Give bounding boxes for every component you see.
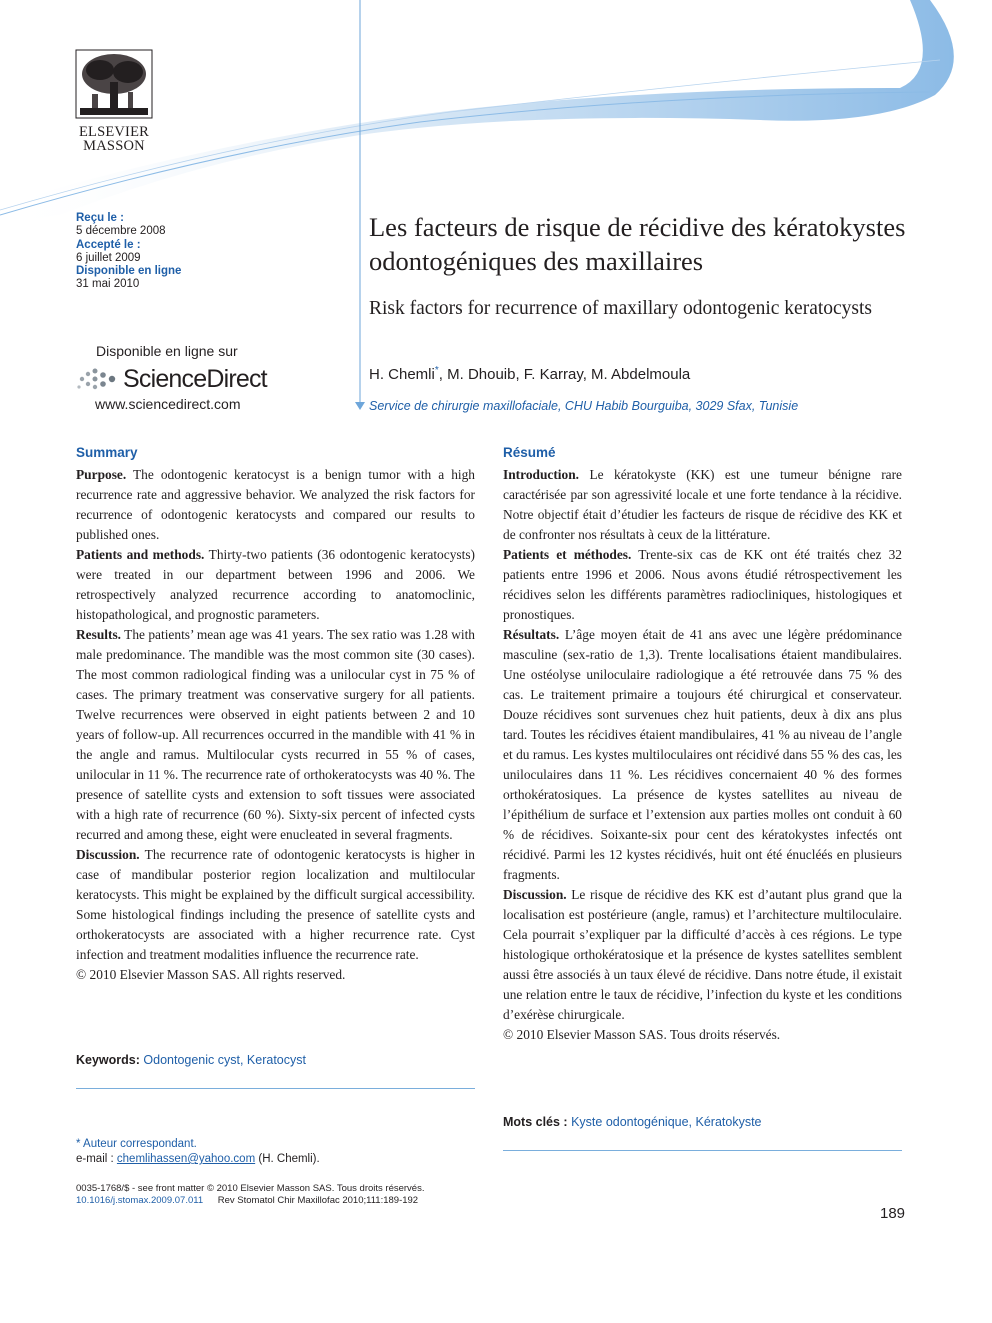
available-online-text: Disponible en ligne sur [96,343,238,359]
summary-paragraph [76,625,475,845]
summary-copyright: © 2010 Elsevier Masson SAS. All rights reserved. [76,967,346,982]
received-label: Reçu le : [76,212,124,224]
summary-heading: Summary [76,445,138,460]
affiliation: Service de chirurgie maxillofaciale, CHU Habib Bourguiba, 3029 Sfax, Tunisie [369,399,799,413]
article-subtitle: Risk factors for recurrence of maxillary odontogenic keratocysts [369,298,873,319]
sciencedirect-block [76,343,276,412]
paragraph-text: The recurrence rate of odontogenic keratocysts is higher in case of mandibular posterior region localization and multilocular keratocysts. This might be explained by the difficult surgical accessibility. Some histological findings including the presence of satellite cysts and orthokeratocysts are associated with a higher recurrence rate. Cyst infection and treatment modalities influence the recurrence rate. [76,847,476,962]
paragraph-text: The odontogenic keratocyst is a benign tumor with a high recurrence rate and aggressive behavior. We analyzed the risk factors for recurrence of odontogenic keratocysts and compared our results to published ones. [76,467,476,542]
elsevier-tree-icon [66,48,162,120]
online-label: Disponible en ligne [76,265,182,278]
paragraph-label: Introduction. [503,467,580,482]
author-corresponding: H. Chemli [369,366,435,383]
resume-heading: Résumé [503,445,556,460]
paragraph-label: Results. [76,627,122,642]
online-date: 31 mai 2010 [76,278,140,291]
publisher-logo [66,48,162,153]
author-list: H. Chemli*, M. Dhouib, F. Karray, M. Abdelmoula [369,365,691,383]
resume-paragraph [503,885,902,1025]
keywords-divider [503,1150,902,1151]
paragraph-label: Résultats. [503,627,560,642]
issn-line: 0035-1768/$ - see front matter © 2010 Elsevier Masson SAS. Tous droits réservés. [76,1183,425,1194]
sciencedirect-url[interactable]: www.sciencedirect.com [95,396,241,412]
rule-arrow [355,402,365,410]
corresponding-author-label: * Auteur correspondant. [76,1138,197,1150]
corresponding-mark[interactable]: * [434,365,439,376]
article-title: Les facteurs de risque de récidive des kératokystes odontogéniques des maxillaires [369,212,906,276]
summary-column [76,443,475,985]
summary-paragraph [76,465,475,545]
resume-paragraph [503,545,902,625]
email-link[interactable]: chemlihassen@yahoo.com [116,1153,256,1165]
paragraph-label: Patients and methods. [76,547,205,562]
paragraph-text: Trente-six cas de KK ont été traités chez 32 patients entre 1996 et 2006. Nous avons étudié rétrospectivement les récidives selon les différents paramètres radiocliniques, histologiques et pronostiques. [503,547,902,622]
paragraph-text: Le kératokyste (KK) est une tumeur bénigne rare caractérisée par son agressivité locale et une forte tendance à la récidive. Notre objectif était d’étudier les facteurs de risque de récidive des KK et de confronter nos résultats à ceux de la littérature. [503,467,902,542]
accepted-label: Accepté le : [76,238,141,251]
keywords-values[interactable]: Kyste odontogénique, Kératokyste [571,1115,762,1129]
publisher-name-2: MASSON [83,138,145,154]
page-footer [76,1183,424,1206]
summary-paragraph [76,845,475,965]
sciencedirect-dots-icon [76,367,120,393]
paragraph-label: Patients et méthodes. [503,547,632,562]
paragraph-label: Discussion. [76,847,140,862]
page-number: 189 [880,1205,906,1222]
doi-link[interactable]: 10.1016/j.stomax.2009.07.011 [76,1194,204,1206]
resume-column [503,443,902,1045]
article-dates [76,212,181,292]
journal-citation: Rev Stomatol Chir Maxillofac 2010;111:189-192 [217,1194,419,1206]
resume-paragraph [503,465,902,545]
author-others: M. Dhouib, F. Karray, M. Abdelmoula [447,366,691,383]
email-label: e-mail : [76,1153,114,1165]
paragraph-text: The patients’ mean age was 41 years. The sex ratio was 1.28 with male predominance. The mandible was the most common site (30 cases). The most common radiological finding was a unilocular cyst in 75 % of cases. The primary treatment was conservative surgery for all patients. Twelve recurrences were observed in eight patients between 2 and 10 years of follow-up. All recurrences occurred in the mandible with 41 % in the angle and ramus. Multilocular cysts recurred in 55 % of cases, unilocular in 11 %. The recurrence rate of orthokeratocysts was 40 %. The presence of satellite cysts and extension to soft tissues were associated with a high rate of recurrence (60 %). Sixty-six percent of infected cysts recurred and among these, eight were enucleated in several fragments. [76,627,476,842]
resume-paragraph [503,625,902,885]
correspondence-note [76,1137,320,1167]
keywords-label: Keywords: [76,1053,140,1067]
summary-paragraph [76,545,475,625]
keywords-fr [503,1115,762,1129]
accepted-date: 6 juillet 2009 [76,251,141,264]
email-line [76,1152,320,1167]
doi-citation-line [76,1195,424,1207]
keywords-label: Mots clés : [503,1115,568,1129]
paragraph-text: L’âge moyen était de 41 ans avec une légère prédominance masculine (sex-ratio de 1,3). Trente localisations étaient mandibulaires. Une ostéolyse uniloculaire radiologique a été retrouvée dans 75 % des cas. Le traitement primaire a toujours été chirurgical et conservateur. Douze récidives sont survenues chez huit patients, deux à dix ans plus tard. Toutes les récidives étaient mandibulaires, 41 % au niveau de l’angle et du ramus. Les kystes multiloculaires ont récidivé dans 55 % des cas, les uniloculaires dans 11 %. Les récidives concernaient 40 % des formes orthokératosiques. La présence de kystes satellites au niveau de l’épithélium de surface et l’extension aux parties molles ont conduit à 60 % de récidives. Soixante-six pour cent des kératokystes infectés ont récidivé. Parmi les 12 kystes récidivés, huit ont été énucléés en plusieurs fragments. [503,627,902,882]
paragraph-label: Purpose. [76,467,127,482]
email-owner: (H. Chemli). [258,1153,320,1165]
sciencedirect-brand: ScienceDirect [123,365,267,393]
article-type-label: Article original [786,47,902,65]
received-date: 5 décembre 2008 [76,225,166,238]
resume-copyright: © 2010 Elsevier Masson SAS. Tous droits réservés. [503,1027,781,1042]
publisher-name-1: ELSEVIER [78,124,150,140]
paragraph-text: Le risque de récidive des KK est d’autant plus grand que la localisation est postérieure (angle, ramus) et l’architecture multiloculaire. Cela pourrait s’expliquer par la difficulté d’accès à ces régions. Le type histologique orthokératosique et la présence de kystes satellites semblent aussi être associés à un taux élevé de récidive. Dans notre étude, il existait une relation entre le taux de récidive, l’infection du kyste et les conditions d’exérèse chirurgicale. [503,887,902,1022]
keywords-values[interactable]: Odontogenic cyst, Keratocyst [143,1053,306,1067]
keywords-en [76,1053,306,1067]
paragraph-label: Discussion. [503,887,567,902]
sciencedirect-logo [76,365,276,394]
paragraph-text: Thirty-two patients (36 odontogenic keratocysts) were treated in our department between 1996 and 2006. We retrospectively analyzed recurrence according to anatomoclinic, histopathological, and prognostic parameters. [76,547,475,622]
keywords-divider [76,1088,475,1089]
